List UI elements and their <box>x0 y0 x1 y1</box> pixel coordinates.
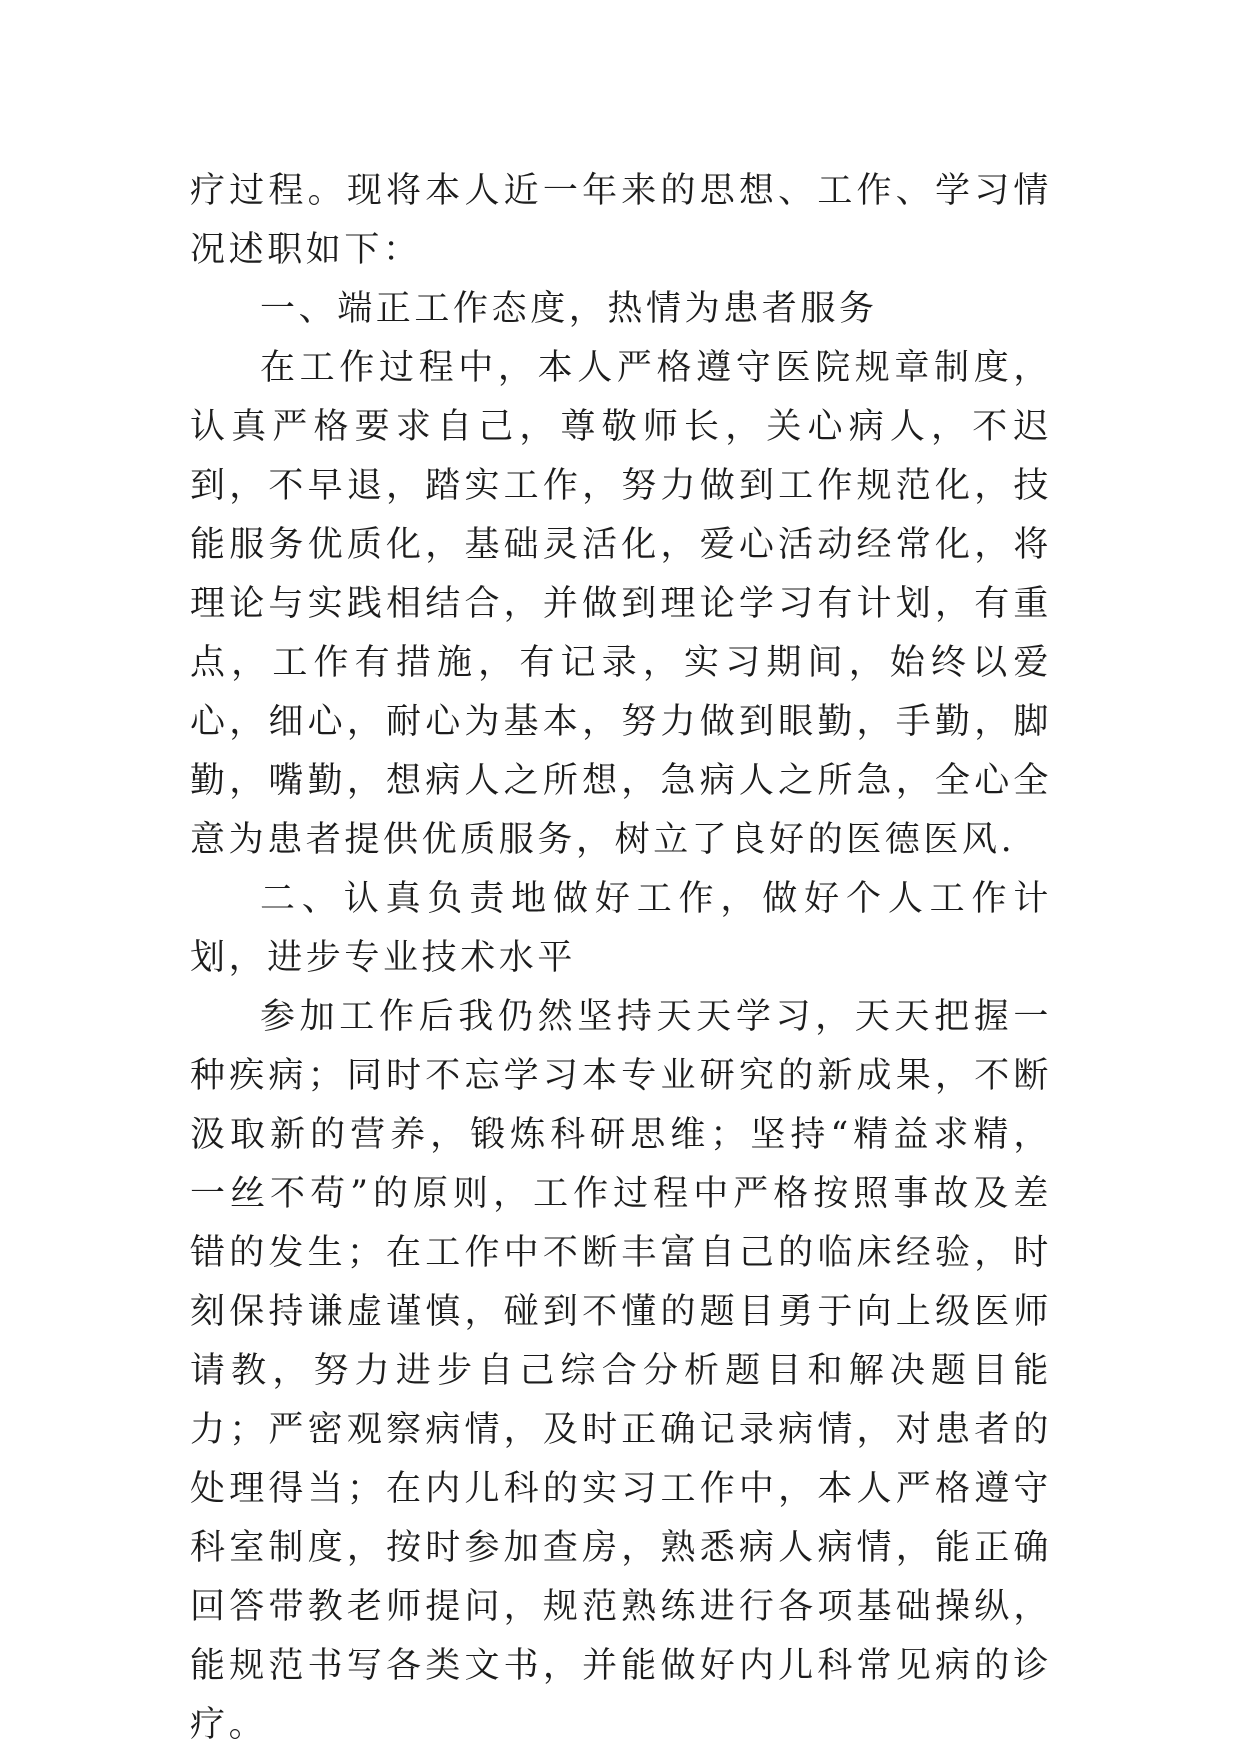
section-heading-2: 二、认真负责地做好工作，做好个人工作计划，进步专业技术水平 <box>190 879 1052 978</box>
document-body <box>190 162 1052 1755</box>
paragraph-section-2: 参加工作后我仍然坚持天天学习，天天把握一种疾病；同时不忘学习本专业研究的新成果，不断汲取新的营养，锻炼科研思维；坚持“精益求精，一丝不苟”的原则，工作过程中严格按照事故及差错的发生；在工作中不断丰富自己的临床经验，时刻保持谦虚谨慎，碰到不懂的题目勇于向上级医师请教，努力进步自己综合分析题目和解决题目能力；严密观察病情，及时正确记录病情，对患者的处理得当；在内儿科的实习工作中，本人严格遵守科室制度，按时参加查房，熟悉病人病情，能正确回答带教老师提问，规范熟练进行各项基础操纵，能规范书写各类文书，并能做好内儿科常见病的诊疗。 <box>190 997 1052 1745</box>
paragraph-intro-continuation: 疗过程。现将本人近一年来的思想、工作、学习情况述职如下： <box>190 171 1052 270</box>
paragraph-section-1: 在工作过程中，本人严格遵守医院规章制度，认真严格要求自己，尊敬师长，关心病人，不迟到，不早退，踏实工作，努力做到工作规范化，技能服务优质化，基础灵活化，爱心活动经常化，将理论与实践相结合，并做到理论学习有计划，有重点，工作有措施，有记录，实习期间，始终以爱心，细心，耐心为基本，努力做到眼勤，手勤，脚勤，嘴勤，想病人之所想，急病人之所急，全心全意为患者提供优质服务，树立了良好的医德医风. <box>190 348 1052 860</box>
section-heading-1: 一、端正工作态度，热情为患者服务 <box>260 289 878 329</box>
